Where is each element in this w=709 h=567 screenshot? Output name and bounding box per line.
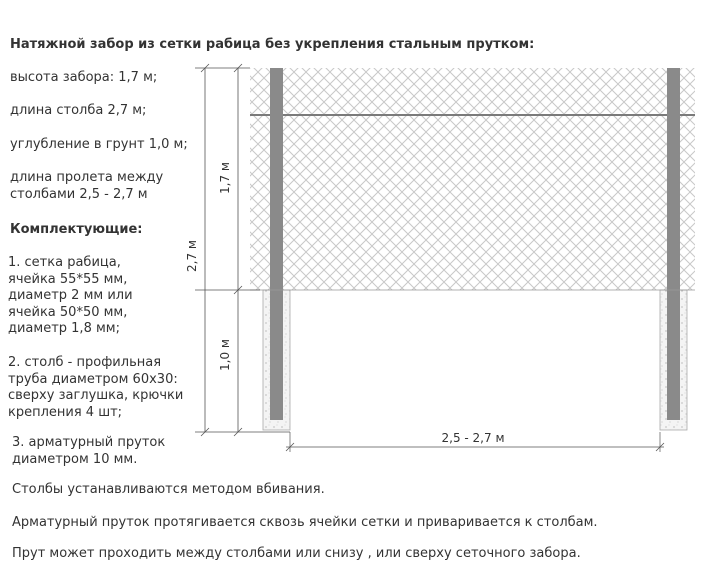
chain-link-mesh <box>250 68 695 290</box>
component-mesh: 1. сетка рабица, ячейка 55*55 мм, диаметр 2 мм или ячейка 50*50 мм, диаметр 1,8 мм; <box>8 255 133 336</box>
dim-span-label: 2,5 - 2,7 м <box>441 431 505 445</box>
left-post <box>270 68 283 420</box>
note-installation: Столбы устанавливаются методом вбивания. <box>12 482 325 497</box>
note-rebar-welding: Арматурный пруток протягивается сквозь ячейки сетки и приваривается к столбам. <box>12 515 598 530</box>
spec-ground-depth: углубление в грунт 1,0 м; <box>10 137 188 152</box>
diagram-title: Натяжной забор из сетки рабица без укрепления стальным прутком: <box>10 37 535 52</box>
note-rebar-position: Прут может проходить между столбами или снизу , или сверху сеточного забора. <box>12 546 581 561</box>
spec-post-length: длина столба 2,7 м; <box>10 103 147 118</box>
right-post <box>667 68 680 420</box>
components-heading: Комплектующие: <box>10 222 143 237</box>
spec-fence-height: высота забора: 1,7 м; <box>10 70 158 85</box>
spec-span-length: длина пролета между столбами 2,5 - 2,7 м <box>10 170 164 202</box>
dim-depth-label: 1,0 м <box>218 339 232 371</box>
component-rebar: 3. арматурный пруток диаметром 10 мм. <box>12 435 166 467</box>
dim-total-height-label: 2,7 м <box>185 240 199 272</box>
dim-fence-height-label: 1,7 м <box>218 162 232 194</box>
component-post: 2. столб - профильная труба диаметром 60х30: сверху заглушка, крючки крепления 4 шт; <box>8 355 184 420</box>
